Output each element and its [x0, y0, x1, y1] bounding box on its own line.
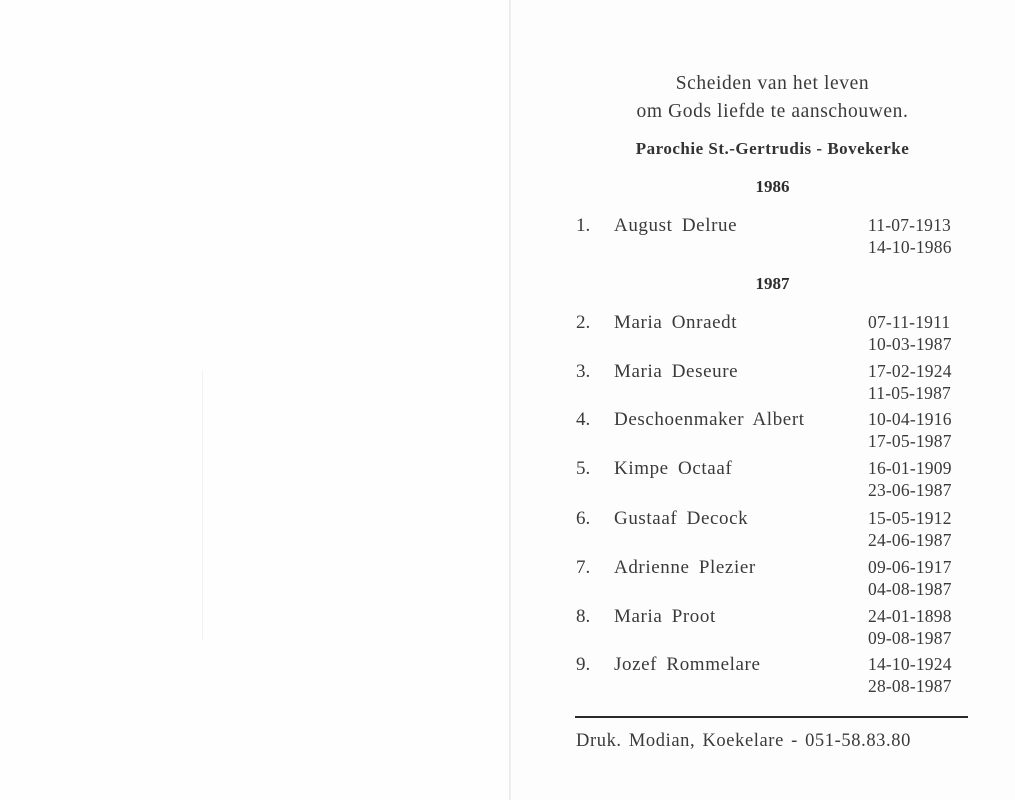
entry-number: 2. — [576, 312, 591, 333]
birth-date: 14-10-1924 — [868, 654, 952, 674]
parish-heading: Parochie St.-Gertrudis - Bovekerke — [635, 139, 910, 158]
entry-number: 8. — [576, 606, 591, 627]
entry-name: Maria Onraedt — [614, 312, 738, 333]
list-item — [0, 215, 1015, 263]
list-item — [0, 458, 1015, 506]
entry-name: Kimpe Octaaf — [614, 458, 733, 479]
entry-number: 5. — [576, 458, 591, 479]
death-date: 23-06-1987 — [868, 480, 952, 500]
list-item — [0, 606, 1015, 654]
year-heading-1987: 1987 — [755, 274, 790, 293]
year-heading-1986: 1986 — [755, 177, 790, 196]
quote-line-2: om Gods liefde te aanschouwen. — [636, 101, 909, 122]
entry-number: 6. — [576, 508, 591, 529]
divider-rule — [575, 716, 968, 718]
entry-name: Deschoenmaker Albert — [614, 409, 805, 430]
birth-date: 16-01-1909 — [868, 458, 952, 478]
entry-number: 3. — [576, 361, 591, 382]
entry-number: 9. — [576, 654, 591, 675]
birth-date: 10-04-1916 — [868, 409, 952, 429]
birth-date: 17-02-1924 — [868, 361, 952, 381]
entry-name: Maria Proot — [614, 606, 716, 627]
printer-credit: Druk. Modian, Koekelare - 051-58.83.80 — [576, 731, 911, 751]
list-item — [0, 409, 1015, 457]
death-date: 14-10-1986 — [868, 237, 952, 257]
entry-number: 1. — [576, 215, 591, 236]
list-item — [0, 508, 1015, 556]
birth-date: 07-11-1911 — [868, 312, 951, 332]
birth-date: 09-06-1917 — [868, 557, 952, 577]
death-date: 04-08-1987 — [868, 579, 952, 599]
entry-number: 7. — [576, 557, 591, 578]
birth-date: 11-07-1913 — [868, 215, 952, 235]
birth-date: 24-01-1898 — [868, 606, 952, 626]
death-date: 09-08-1987 — [868, 628, 952, 648]
quote-line-1: Scheiden van het leven — [675, 73, 870, 94]
death-date: 10-03-1987 — [868, 334, 952, 354]
death-date: 28-08-1987 — [868, 676, 952, 696]
death-date: 24-06-1987 — [868, 530, 952, 550]
death-date: 11-05-1987 — [868, 383, 952, 403]
entry-number: 4. — [576, 409, 591, 430]
entry-name: August Delrue — [614, 215, 738, 236]
entry-name: Jozef Rommelare — [614, 654, 761, 675]
list-item — [0, 312, 1015, 360]
list-item — [0, 557, 1015, 605]
list-item — [0, 654, 1015, 702]
birth-date: 15-05-1912 — [868, 508, 952, 528]
list-item — [0, 361, 1015, 409]
death-date: 17-05-1987 — [868, 431, 952, 451]
entry-name: Gustaaf Decock — [614, 508, 749, 529]
entry-name: Maria Deseure — [614, 361, 739, 382]
entry-name: Adrienne Plezier — [614, 557, 756, 578]
